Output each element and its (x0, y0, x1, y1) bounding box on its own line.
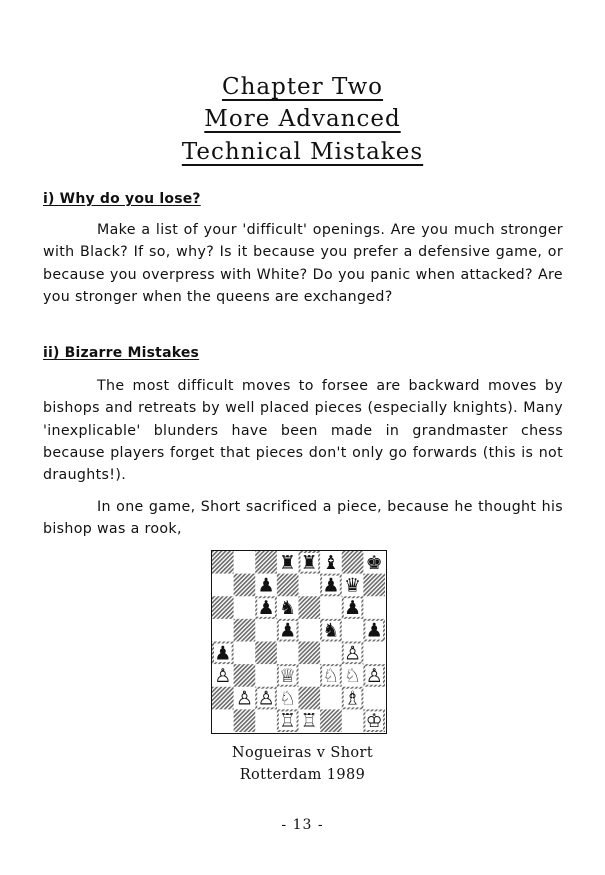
section-heading-bizarre-mistakes: ii) Bizarre Mistakes (43, 345, 200, 361)
white-pawn-icon: ♙ (365, 664, 383, 687)
black-pawn-icon: ♟ (279, 619, 297, 642)
square-b3 (234, 664, 256, 687)
square-a5 (212, 619, 234, 642)
black-bishop-icon: ♝ (322, 551, 340, 574)
square-f1 (320, 709, 342, 732)
white-knight-icon: ♘ (322, 664, 340, 687)
white-queen-icon: ♕ (279, 664, 297, 687)
square-g1 (342, 709, 364, 732)
chapter-number: Chapter Two (221, 74, 384, 100)
chess-diagram (211, 550, 387, 734)
section-heading-why-lose: i) Why do you lose? (43, 191, 201, 207)
square-h4 (363, 642, 385, 665)
diagram-caption-players: Nogueiras v Short (231, 745, 374, 761)
black-rook-icon: ♜ (279, 551, 297, 574)
black-king-icon: ♚ (365, 551, 383, 574)
paragraph-short-sacrifice: In one game, Short sacrificed a piece, because he thought his bishop was a rook, (43, 499, 563, 538)
black-knight-icon: ♞ (279, 597, 297, 620)
white-bishop-icon: ♗ (344, 687, 362, 710)
square-f2 (320, 687, 342, 710)
white-knight-icon: ♘ (344, 664, 362, 687)
black-queen-icon: ♛ (344, 574, 362, 597)
black-pawn-icon: ♟ (344, 597, 362, 620)
square-a8 (212, 551, 234, 574)
square-e3 (299, 664, 321, 687)
square-c4 (255, 642, 277, 665)
square-a1 (212, 709, 234, 732)
diagram-caption-event: Rotterdam 1989 (239, 767, 366, 783)
chapter-title-line-2: Technical Mistakes (181, 139, 424, 165)
white-knight-icon: ♘ (279, 687, 297, 710)
chapter-title-line-1: More Advanced (204, 106, 401, 132)
white-pawn-icon: ♙ (344, 642, 362, 665)
square-b6 (234, 596, 256, 619)
square-c1 (255, 709, 277, 732)
black-pawn-icon: ♟ (257, 574, 275, 597)
black-pawn-icon: ♟ (322, 574, 340, 597)
square-b1 (234, 709, 256, 732)
square-h6 (363, 596, 385, 619)
square-e6 (299, 596, 321, 619)
square-a2 (212, 687, 234, 710)
square-d7 (277, 574, 299, 597)
white-king-icon: ♔ (365, 710, 383, 732)
square-g5 (342, 619, 364, 642)
page-number: - 13 - (281, 817, 324, 833)
square-e4 (299, 642, 321, 665)
square-f4 (320, 642, 342, 665)
square-d4 (277, 642, 299, 665)
black-pawn-icon: ♟ (365, 619, 383, 642)
square-h2 (363, 687, 385, 710)
white-rook-icon: ♖ (279, 710, 297, 732)
black-rook-icon: ♜ (300, 551, 318, 574)
white-pawn-icon: ♙ (214, 664, 232, 687)
white-pawn-icon: ♙ (257, 687, 275, 710)
square-b4 (234, 642, 256, 665)
black-knight-icon: ♞ (322, 619, 340, 642)
square-e7 (299, 574, 321, 597)
square-b5 (234, 619, 256, 642)
square-f6 (320, 596, 342, 619)
paragraph-difficult-openings: Make a list of your 'difficult' openings. Are you much stronger with Black? If so, why? Is it because you prefer a defensive game, or because you overpress with White? Do you panic when attacked? Are you stronger when the queens are exchanged? (43, 222, 563, 305)
square-h7 (363, 574, 385, 597)
white-pawn-icon: ♙ (235, 687, 253, 710)
square-c5 (255, 619, 277, 642)
square-e2 (299, 687, 321, 710)
square-c3 (255, 664, 277, 687)
square-a6 (212, 596, 234, 619)
black-pawn-icon: ♟ (257, 597, 275, 620)
square-b7 (234, 574, 256, 597)
black-pawn-icon: ♟ (214, 642, 232, 665)
square-a7 (212, 574, 234, 597)
square-c8 (255, 551, 277, 574)
paragraph-backward-moves: The most difficult moves to forsee are backward moves by bishops and retreats by well placed pieces (especially knights). Many 'inexplicable' blunders have been made in grandmaster chess because players forget that pieces don't only go forwards (this is not draughts!). (43, 378, 563, 484)
square-e5 (299, 619, 321, 642)
square-b8 (234, 551, 256, 574)
white-rook-icon: ♖ (300, 710, 318, 732)
square-g8 (342, 551, 364, 574)
